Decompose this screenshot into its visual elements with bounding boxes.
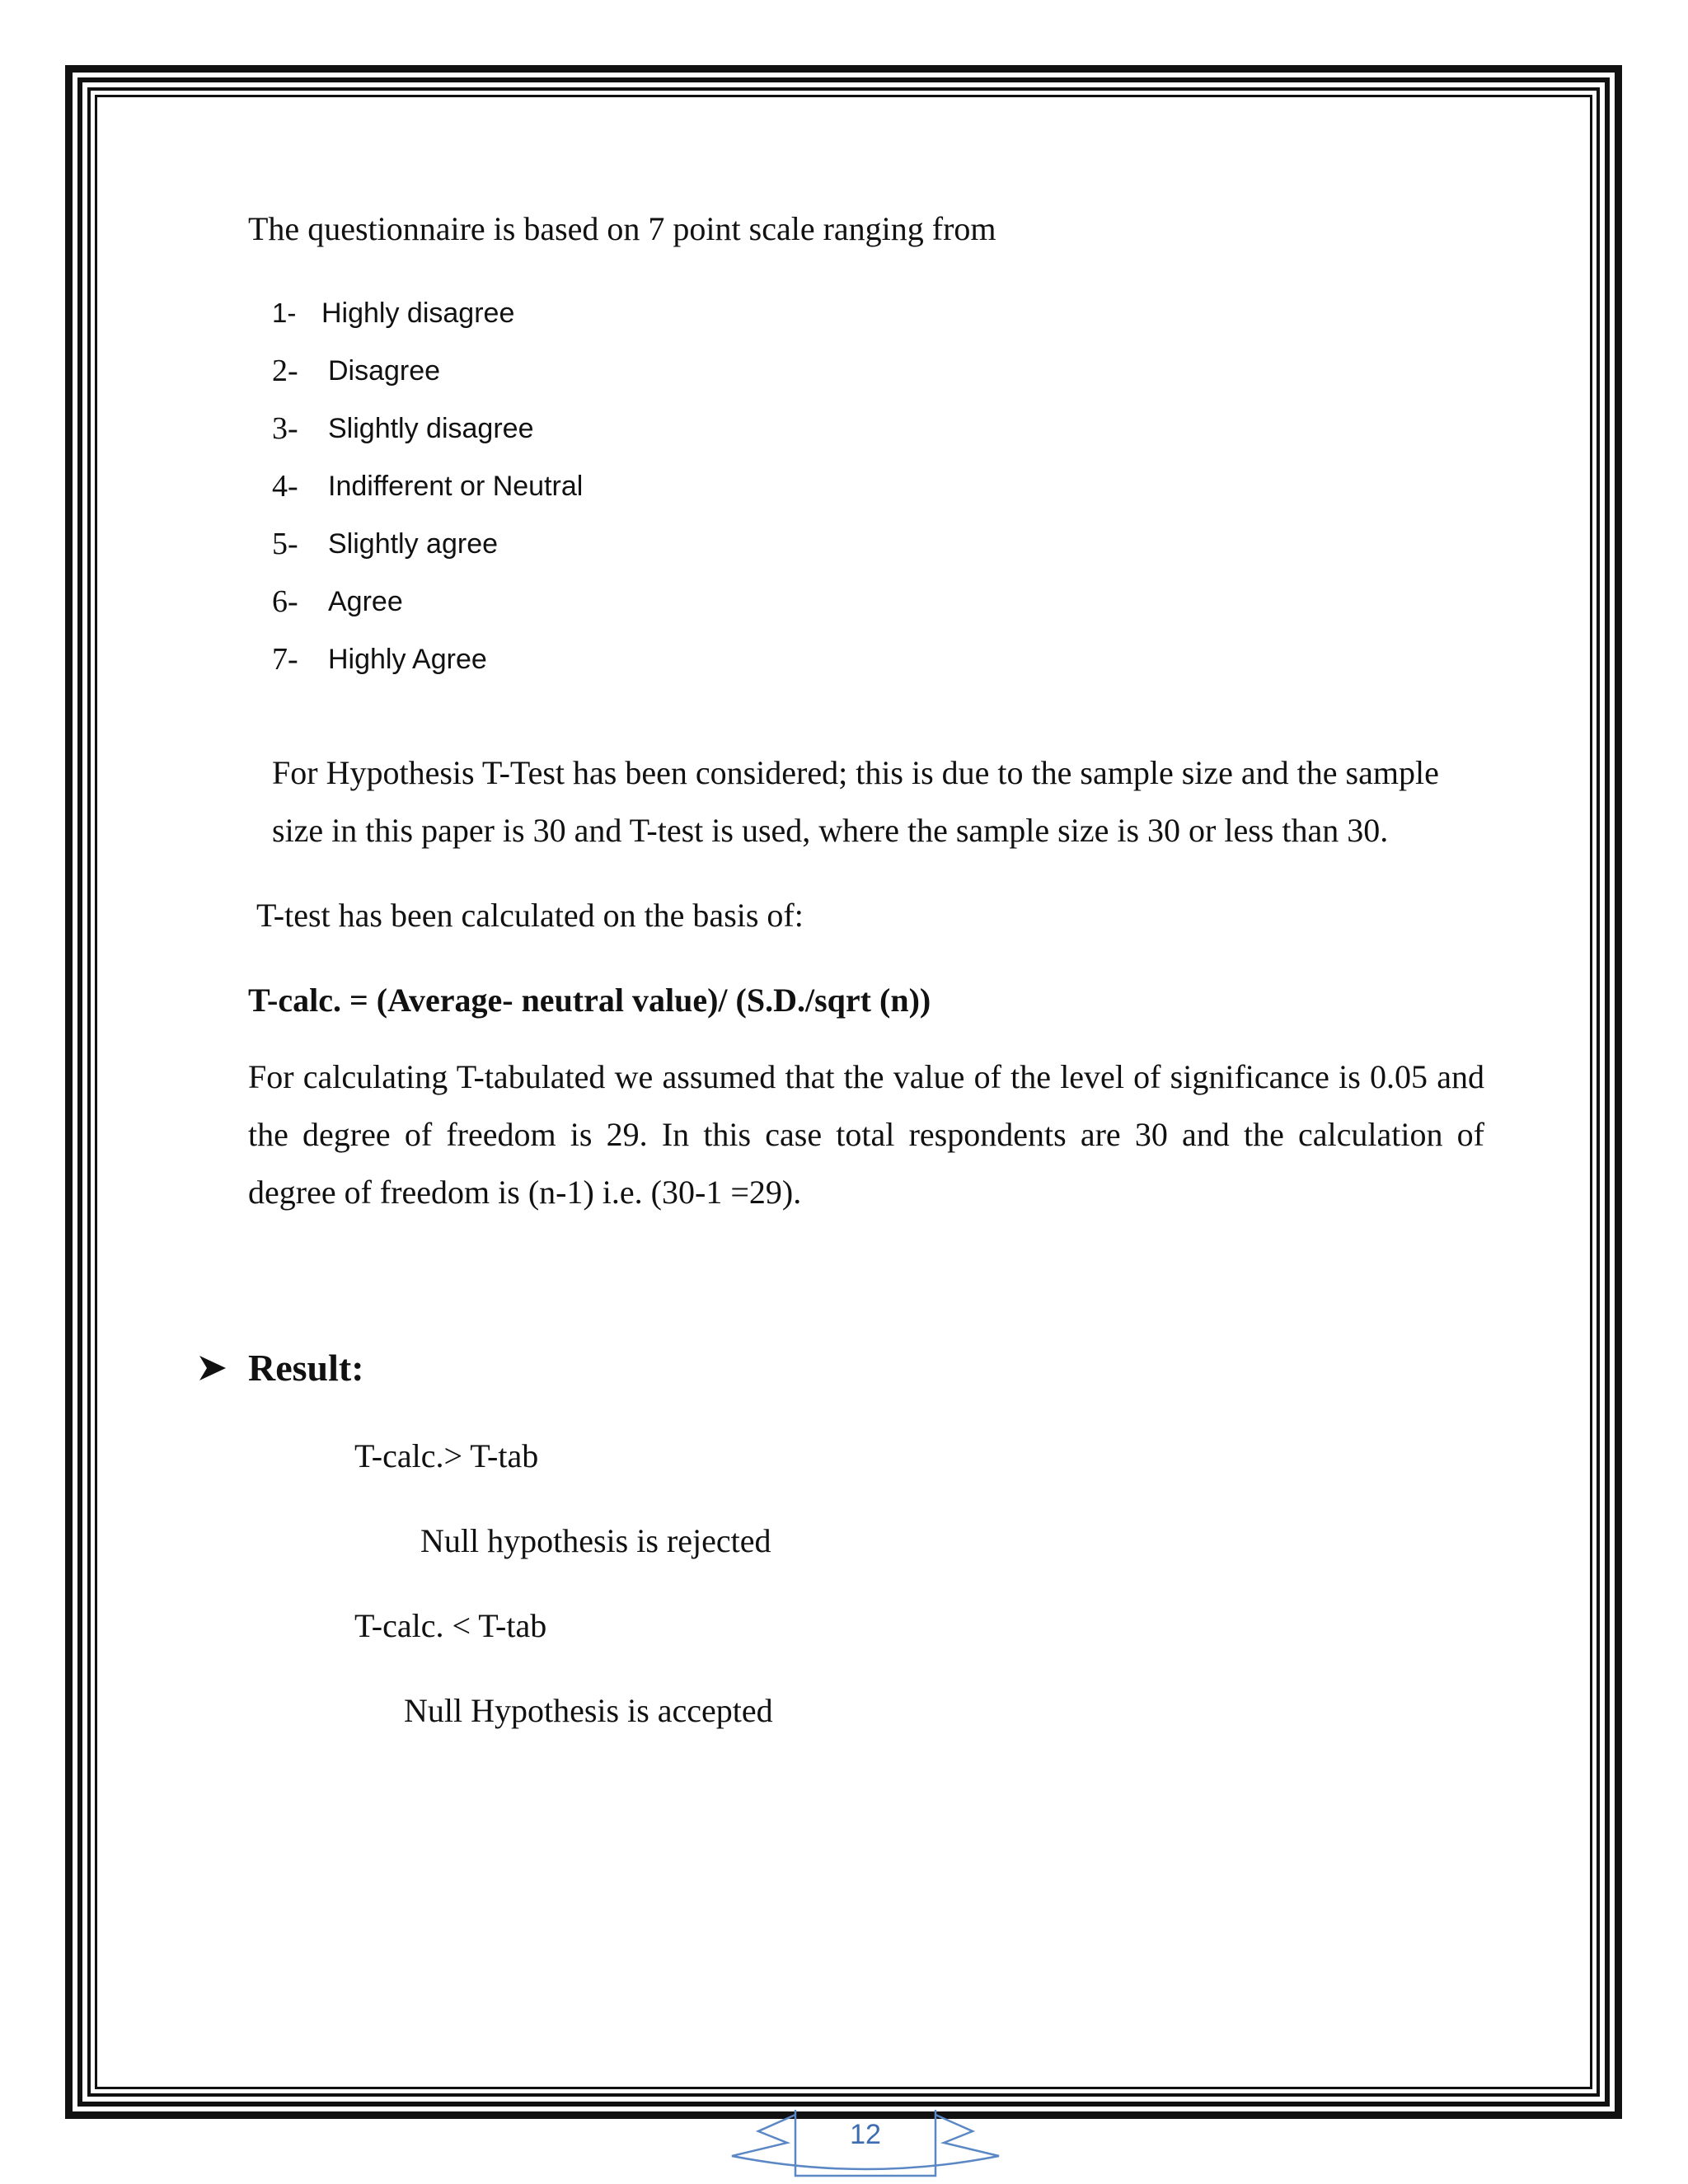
tabulated-paragraph: For calculating T-tabulated we assumed that the value of the level of significance is 0.05 and the degree of freedom is 29. In this case total respondents are 30 and the calculation of degree of freedom is (n-1) i.e. (30-1 =29).: [248, 1058, 1484, 1211]
scale-label: Disagree: [328, 355, 441, 387]
ttest-formula: T-calc. = (Average- neutral value)/ (S.D./sqrt (n)): [248, 982, 931, 1019]
scale-label: Highly disagree: [321, 298, 515, 329]
result-case-2: T-calc. < T-tab: [354, 1607, 547, 1644]
scale-label: Indifferent or Neutral: [328, 471, 584, 502]
result-outcome-1: Null hypothesis is rejected: [420, 1522, 771, 1559]
result-title: Result:: [248, 1347, 364, 1389]
scale-label: Agree: [328, 586, 403, 617]
ttest-basis-text: T-test has been calculated on the basis of:: [256, 897, 804, 934]
scale-number: 2-: [272, 354, 298, 388]
result-case-1: T-calc.> T-tab: [354, 1437, 539, 1474]
scale-number: 6-: [272, 584, 298, 619]
scale-label: Highly Agree: [328, 644, 487, 675]
intro-text: The questionnaire is based on 7 point scale ranging from: [248, 210, 996, 247]
result-outcome-2: Null Hypothesis is accepted: [404, 1692, 773, 1729]
scale-label: Slightly disagree: [328, 413, 534, 444]
scale-number: 5-: [272, 527, 298, 561]
page-number: 12: [850, 2119, 881, 2150]
scale-number: 1-: [272, 298, 297, 328]
scale-number: 7-: [272, 642, 298, 677]
scale-label: Slightly agree: [328, 528, 499, 560]
hypothesis-line-2: size in this paper is 30 and T-test is used, where the sample size is 30 or less than 30.: [272, 812, 1389, 849]
scale-number: 4-: [272, 469, 298, 504]
hypothesis-line-1: For Hypothesis T-Test has been considered; this is due to the sample size and the sample: [272, 754, 1439, 791]
scale-number: 3-: [272, 411, 298, 446]
arrow-bullet-icon: [198, 1353, 227, 1383]
